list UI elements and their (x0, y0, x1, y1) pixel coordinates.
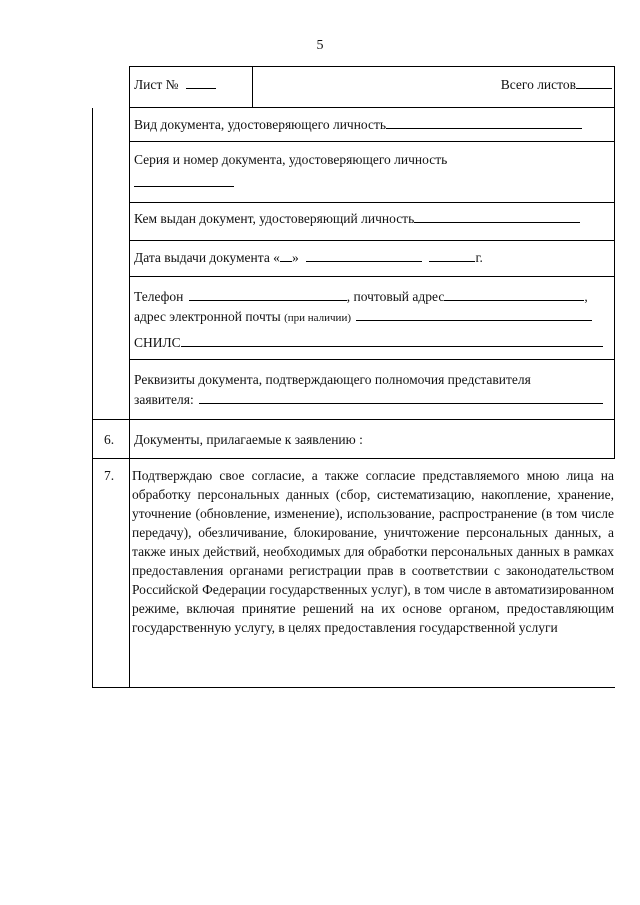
contact-row (134, 288, 588, 305)
table-border-left-outer (92, 108, 93, 688)
phone-label: Телефон (134, 289, 184, 304)
sheet-number-field[interactable] (186, 76, 216, 89)
issued-by-row (134, 210, 580, 227)
row-number: 6. (104, 432, 115, 447)
table-border-left-inner (129, 66, 130, 688)
sheet-number-label: Лист № (134, 77, 179, 92)
row-separator (92, 458, 615, 459)
rep-docs-line1: Реквизиты документа, подтверждающего полномочия представителя (134, 372, 531, 387)
issued-by-field[interactable] (414, 210, 580, 223)
email-note: (при наличии) (284, 312, 351, 324)
rep-docs-label: заявителя: (134, 392, 194, 407)
doc-series-field[interactable] (134, 186, 234, 187)
sheet-divider (252, 66, 253, 107)
email-row (134, 308, 592, 326)
issue-year-suffix: г. (475, 250, 483, 265)
doc-series-label: Серия и номер документа, удостоверяющего личность (134, 152, 448, 167)
postal-field[interactable] (444, 288, 584, 301)
total-sheets-label: Всего листов (500, 77, 576, 92)
snils-label: СНИЛС (134, 335, 181, 350)
attached-docs-label: Документы, прилагаемые к заявлению : (134, 432, 363, 447)
sheet-number (134, 76, 216, 93)
row-separator (129, 107, 615, 108)
snils-row (134, 334, 603, 351)
issue-date-label: Дата выдачи документа « (134, 250, 280, 265)
row-number: 7. (104, 468, 115, 483)
issue-date-quote: » (291, 250, 299, 265)
row-separator (129, 276, 615, 277)
row-separator (129, 359, 615, 360)
total-sheets (501, 76, 612, 93)
issue-day-field[interactable] (280, 249, 292, 262)
row-separator (129, 141, 615, 142)
issued-by-label: Кем выдан документ, удостоверяющий личность (134, 211, 415, 226)
row-separator (129, 240, 615, 241)
doc-type-row (134, 116, 582, 133)
issue-date-row (134, 249, 483, 266)
rep-docs-row (134, 391, 603, 408)
email-label: адрес электронной почты (134, 309, 281, 324)
row-separator (129, 202, 615, 203)
postal-label: , почтовый адрес (346, 289, 445, 304)
consent-paragraph: Подтверждаю свое согласие, а также согласие представляемого мною лица на обработку персональных данных (сбор, систематизацию, накопление, хранение, уточнение (обновление, изменение), использование, распространение (в том числе передачу), обезличивание, блокирование, уничтожение персональных данных, а также иных действий, необходимых для обработки персональных данных в рамках предоставления органами регистрации прав в соответствии с законодательством Российской Федерации государственных услуг), в том числе в автоматизированном режиме, включая принятие решений на их основе органом, предоставляющим государственную услугу, в целях предоставления государственной услуги (132, 468, 614, 635)
email-field[interactable] (356, 308, 592, 321)
doc-type-label: Вид документа, удостоверяющего личность (134, 117, 387, 132)
issue-month-field[interactable] (306, 249, 422, 262)
application-form-table (92, 66, 616, 688)
issue-year-field[interactable] (429, 249, 475, 262)
phone-field[interactable] (189, 288, 347, 301)
table-border-top (129, 66, 615, 67)
total-sheets-field[interactable] (576, 76, 612, 89)
page-number: 5 (316, 38, 324, 53)
rep-docs-field[interactable] (199, 391, 603, 404)
snils-field[interactable] (181, 334, 603, 347)
row-separator (92, 419, 615, 420)
postal-comma: , (584, 289, 588, 304)
doc-type-field[interactable] (386, 116, 582, 129)
table-border-right (614, 66, 615, 458)
table-border-bottom (92, 687, 615, 688)
